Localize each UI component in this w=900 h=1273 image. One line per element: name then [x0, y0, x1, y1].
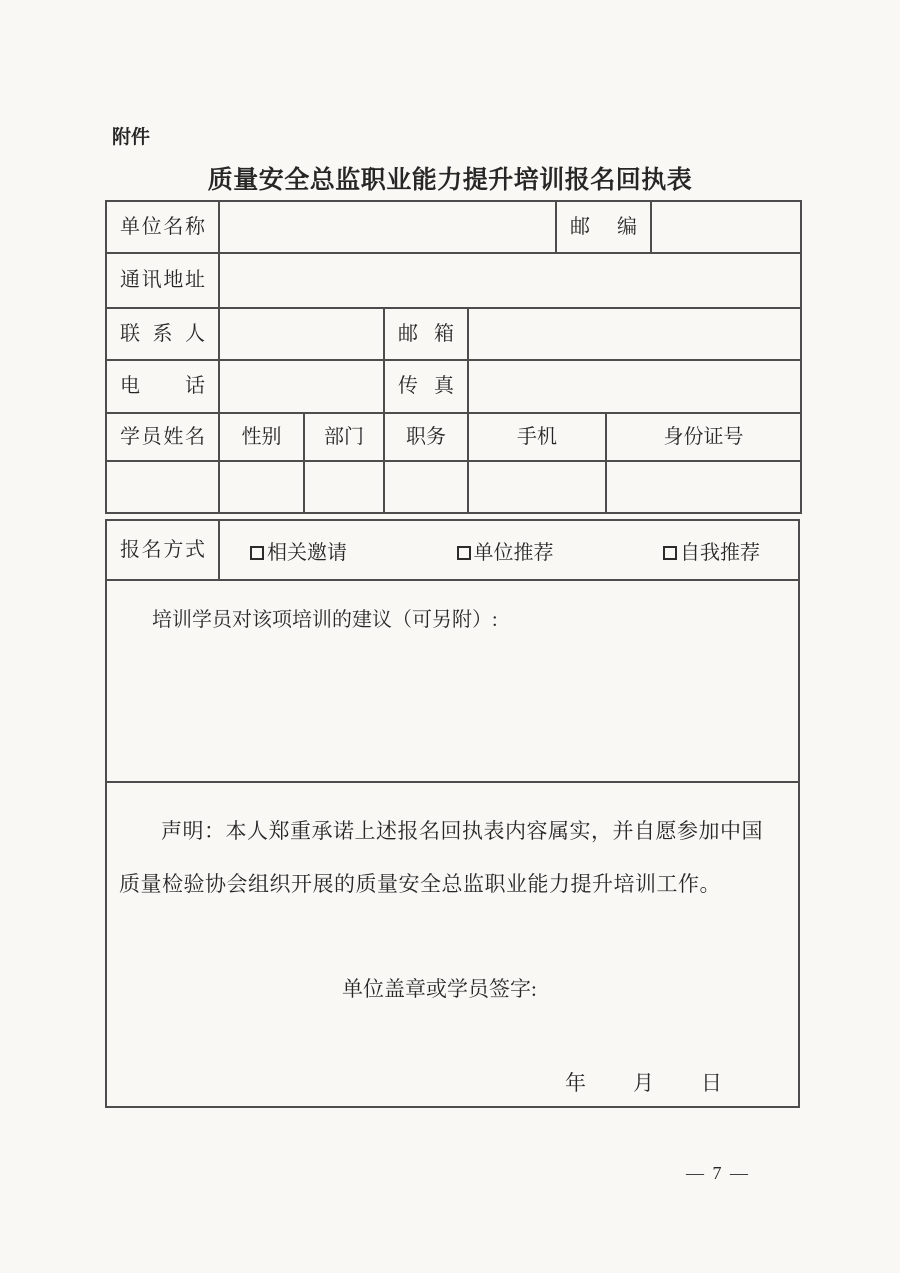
mobile-header-cell: 手机: [469, 414, 607, 462]
page-number: — 7 —: [686, 1163, 750, 1183]
suggestion-section: [107, 581, 798, 783]
form-title: 质量安全总监职业能力提升培训报名回执表: [207, 166, 693, 194]
signature-label: 单位盖章或学员签字:: [342, 977, 537, 1001]
phone-label-cell: 电话: [107, 361, 220, 414]
day-label: 日: [701, 1071, 722, 1095]
unit-name-label-cell: 单位名称: [107, 202, 220, 254]
registration-lower-table: [105, 519, 800, 1108]
address-field-cell: [220, 254, 802, 309]
contact-person-label-cell: 联系人: [107, 309, 220, 361]
student-name-header-cell: 学员姓名: [107, 414, 220, 462]
gender-header-cell: 性别: [220, 414, 305, 462]
postal-code-label-cell: 邮编: [557, 202, 652, 254]
id-number-field-cell: [607, 462, 802, 514]
date-line: [565, 1067, 722, 1097]
option-self-recommendation-label: 自我推荐: [680, 541, 760, 564]
declaration-text: 声明：本人郑重承诺上述报名回执表内容属实，并自愿参加中国质量检验协会组织开展的质量安全总监职业能力提升培训工作。: [119, 819, 763, 896]
option-unit-recommendation: [457, 536, 554, 565]
address-label-cell: 通讯地址: [107, 254, 220, 309]
email-field-cell: [469, 309, 802, 361]
position-header-cell: 职务: [385, 414, 469, 462]
checkbox-icon: [457, 546, 471, 560]
department-header-cell: 部门: [305, 414, 385, 462]
postal-code-field-cell: [652, 202, 802, 254]
checkbox-icon: [250, 546, 264, 560]
phone-field-cell: [220, 361, 385, 414]
attachment-label: 附件: [112, 127, 151, 148]
month-label: 月: [633, 1071, 654, 1095]
option-self-recommendation: [663, 536, 760, 565]
student-name-field-cell: [107, 462, 220, 514]
gender-field-cell: [220, 462, 305, 514]
registration-info-table: [105, 200, 802, 514]
department-field-cell: [305, 462, 385, 514]
email-label-cell: 邮箱: [385, 309, 469, 361]
fax-field-cell: [469, 361, 802, 414]
id-number-header-cell: 身份证号: [607, 414, 802, 462]
fax-label-cell: 传真: [385, 361, 469, 414]
option-unit-recommendation-label: 单位推荐: [473, 541, 554, 564]
unit-name-field-cell: [220, 202, 557, 254]
option-invitation-label: 相关邀请: [267, 541, 347, 564]
option-invitation: [250, 536, 347, 565]
registration-method-row: [107, 521, 798, 581]
mobile-field-cell: [469, 462, 607, 514]
registration-method-options: [220, 521, 798, 579]
registration-method-label-cell: 报名方式: [107, 521, 220, 579]
contact-person-field-cell: [220, 309, 385, 361]
year-label: 年: [565, 1071, 586, 1095]
position-field-cell: [385, 462, 469, 514]
checkbox-icon: [663, 546, 677, 560]
declaration-section: [107, 783, 798, 1106]
suggestion-prompt: 培训学员对该项培训的建议（可另附）:: [152, 609, 498, 631]
